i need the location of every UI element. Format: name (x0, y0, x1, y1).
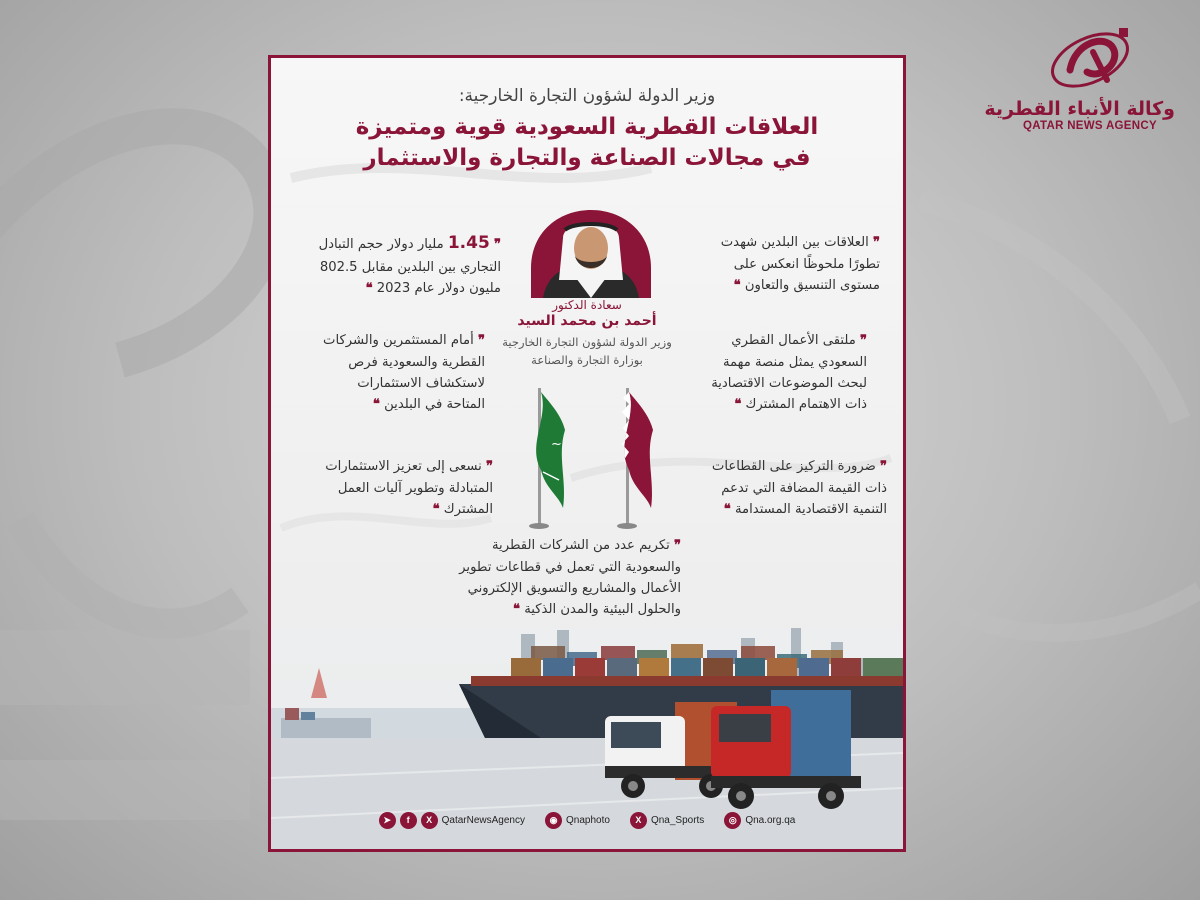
left-point-2-line-4: المتاحة في البلدين (384, 397, 485, 413)
right-point-2-line-3: لبحث الموضوعات الاقتصادية (711, 375, 867, 391)
website-link[interactable]: Qna.org.qa (745, 814, 796, 826)
handle-sports[interactable]: Qna_Sports (650, 814, 705, 826)
right-point-3 (675, 456, 887, 521)
minister-portrait (529, 208, 653, 298)
title-line-1: العلاقات القطرية السعودية قوية ومتميزة (355, 114, 819, 140)
right-point-2-line-2: السعودي يمثل منصة مهمة (722, 354, 867, 370)
infographic-card (268, 55, 906, 852)
quote-close-icon: ❝ (365, 281, 373, 297)
left-point-3 (289, 456, 493, 521)
quote-close-icon: ❝ (372, 397, 380, 413)
minister-role-line-2: بوزارة التجارة والصناعة (531, 353, 643, 368)
quote-open-icon: ❞ (860, 333, 867, 348)
quote-open-icon: ❞ (494, 237, 501, 252)
svg-text:~: ~ (551, 437, 562, 452)
trade-volume-number: 1.45 (447, 233, 490, 253)
globe-icon[interactable]: ◎ (724, 812, 741, 829)
handle-main[interactable]: QatarNewsAgency (441, 814, 525, 826)
footer-social-bar (271, 807, 903, 833)
quote-close-icon: ❝ (432, 501, 440, 517)
left-point-2-line-1: أمام المستثمرين والشركات (323, 333, 474, 348)
center-point-line-4: والحلول البيئية والمدن الذكية (524, 602, 681, 618)
quote-open-icon: ❞ (880, 459, 887, 474)
right-point-1-line-1: العلاقات بين البلدين شهدت (720, 235, 869, 250)
saudi-flag-icon (529, 388, 565, 529)
social-main (379, 812, 525, 829)
qatar-flag-icon (617, 388, 653, 529)
social-sports (630, 812, 704, 829)
right-point-1 (675, 232, 880, 297)
quote-close-icon: ❝ (513, 602, 520, 618)
right-point-2-line-4: ذات الاهتمام المشترك (745, 397, 867, 413)
right-point-3-line-3: التنمية الاقتصادية المستدامة (734, 501, 887, 517)
center-point (431, 535, 681, 621)
center-point-line-1: تكريم عدد من الشركات القطرية (491, 538, 670, 553)
social-website (724, 812, 795, 829)
center-point-line-2: والسعودية التي تعمل في قطاعات تطوير (459, 559, 681, 575)
flags (509, 384, 669, 534)
left-point-3-line-1: نسعى إلى تعزيز الاستثمارات (325, 459, 482, 474)
left-point-1-line-3: مليون دولار عام 2023 (376, 281, 501, 297)
minister-name: أحمد بن محمد السيد (517, 313, 657, 329)
facebook-icon[interactable]: f (400, 812, 417, 829)
header (271, 86, 903, 174)
quote-open-icon: ❞ (674, 538, 681, 553)
minister-honorific: سعادة الدكتور (552, 298, 622, 312)
minister-role (271, 333, 903, 370)
social-photo (545, 812, 610, 829)
left-point-3-line-3: المشترك (443, 501, 493, 517)
quote-close-icon: ❝ (733, 277, 741, 293)
left-point-3-line-2: المتبادلة وتطوير آليات العمل (337, 480, 493, 496)
brand-name-en: QATAR NEWS AGENCY (1023, 120, 1157, 132)
quote-open-icon: ❞ (873, 235, 880, 250)
right-point-1-line-2: تطورًا ملحوظًا انعكس على (733, 256, 880, 272)
right-point-3-line-1: ضرورة التركيز على القطاعات (711, 459, 876, 474)
x-icon[interactable]: X (630, 812, 647, 829)
title-line-2: في مجالات الصناعة والتجارة والاستثمار (363, 145, 811, 172)
left-point-1-line-2: التجاري بين البلدين مقابل 802.5 (319, 260, 501, 276)
minister-role-line-1: وزير الدولة لشؤون التجارة الخارجية (502, 335, 672, 349)
qna-emblem-icon (1035, 22, 1145, 96)
quote-close-icon: ❝ (723, 501, 731, 517)
right-point-3-line-2: ذات القيمة المضافة التي تدعم (721, 480, 887, 496)
x-icon[interactable]: X (421, 812, 438, 829)
qna-logo (984, 22, 1175, 152)
quote-open-icon: ❞ (486, 459, 493, 474)
center-point-line-3: الأعمال والمشاريع والتسويق الإلكتروني (467, 580, 681, 596)
left-point-1-line-1: مليار دولار حجم التبادل (318, 237, 444, 252)
instagram-icon[interactable]: ◉ (545, 812, 562, 829)
telegram-icon[interactable]: ➤ (379, 812, 396, 829)
minister-info (271, 298, 903, 370)
left-point-2-line-2: القطرية والسعودية فرص (348, 354, 485, 370)
quote-close-icon: ❝ (734, 397, 742, 413)
header-subtitle: وزير الدولة لشؤون التجارة الخارجية: (458, 86, 716, 106)
handle-photo[interactable]: Qnaphoto (566, 814, 610, 826)
right-point-1-line-3: مستوى التنسيق والتعاون (744, 277, 880, 293)
brand-name-ar: وكالة الأنباء القطرية (984, 98, 1175, 120)
left-point-2-line-3: لاستكشاف الاستثمارات (357, 375, 485, 391)
quote-open-icon: ❞ (478, 333, 485, 348)
left-point-1 (289, 230, 501, 300)
right-point-2-line-1: ملتقى الأعمال القطري (731, 333, 856, 348)
